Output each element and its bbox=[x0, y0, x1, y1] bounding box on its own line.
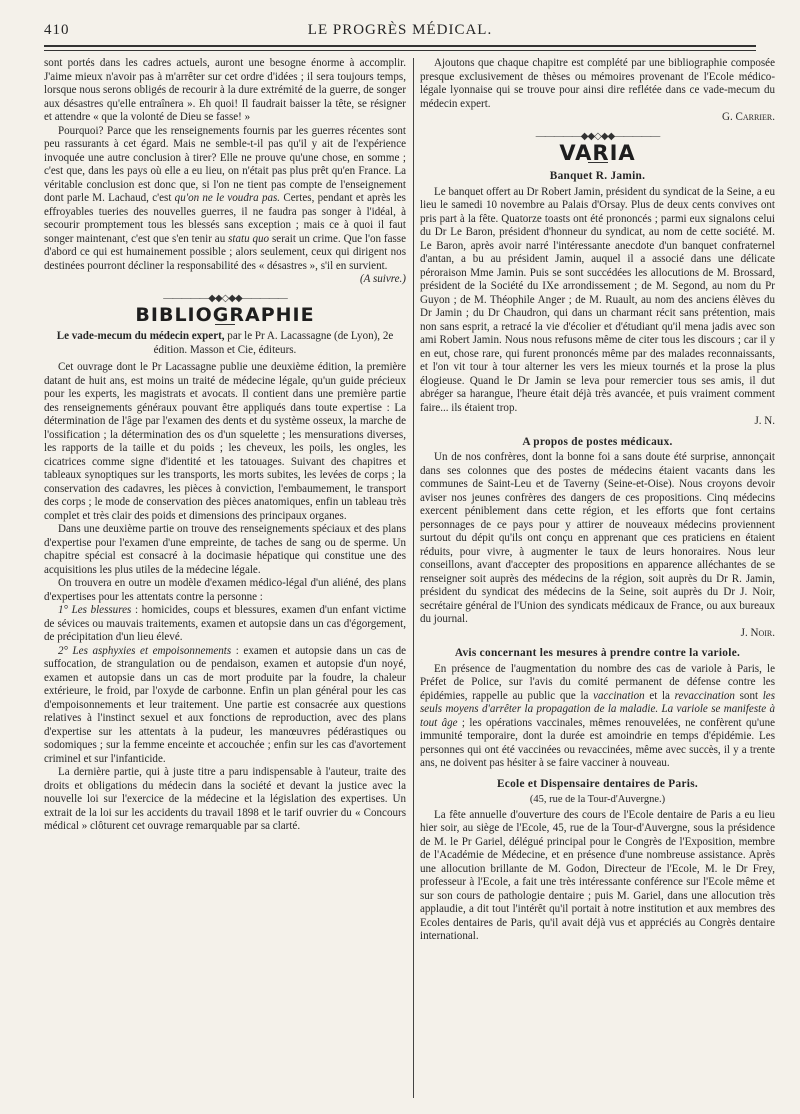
section-title-varia: VARIA bbox=[559, 140, 636, 165]
review-paragraph: 1° Les blessures : homicides, coups et blessures, examen d'un enfant victime de sévices ou mauvais traitements, examen et autopsie dans un cas d'égorgement, de précipitation d'un lieu élevé. bbox=[44, 604, 406, 643]
article-paragraph: En présence de l'augmentation du nombre des cas de variole à Paris, le Préfet de Police, sur l'avis du comité permanent de défense contre les épidémies, rappelle au public que la vaccination et la revaccination sont les seuls moyens d'arrêter la propagation de la maladie. La variole se manifeste à tout âge ; les opérations vaccinales, mêmes renouvelées, ne confèrent qu'une immunité temporaire, dont la durée est amoindrie en temps d'épidémie. Les personnes qui ont été vaccinées ou revaccinées, même avec succès, il y a trente ans, ne doivent pas hésiter à se faire vacciner à nouveau. bbox=[420, 662, 775, 769]
article-address: (45, rue de la Tour-d'Auvergne.) bbox=[529, 794, 666, 805]
left-column bbox=[44, 57, 406, 1104]
article-title: Banquet R. Jamin. bbox=[549, 170, 646, 182]
article-paragraph: La fête annuelle d'ouverture des cours de l'Ecole dentaire de Paris a eu lieu hier soir, au siège de l'Ecole, 45, rue de la Tour-d'Auvergne, sous la présidence de M. le Pr Gariel, délégué principal pour le Congrès de l'Exposition, membre de l'Académie de Médecine, et en présence d'une nombreuse assistance. Après une allocution brillante de M. Godon, Directeur de l'Ecole, M. le Dr Frey, professeur à l'Ecole, a fait une très intéressante conférence sur l'Ecole même et sur son cours de pathologie dentaire ; puis M. Gariel, dans une allocution très applaudie, a dit tout l'intérêt qu'il portait à notre institution et aux membres des Ecoles dentaires de Paris, qu'il avait déjà vus et appréciés au Congrès dentaire international. bbox=[420, 808, 775, 942]
column-divider bbox=[413, 58, 414, 1098]
a-suivre: (A suivre.) bbox=[359, 273, 406, 285]
header-rule bbox=[44, 45, 756, 47]
page-number: 410 bbox=[44, 22, 70, 38]
review-paragraph: La dernière partie, qui à juste titre a paru indispensable à l'auteur, traite des droits et obligations du médecin dans la société et devant la justice avec la nouvelle loi sur l'exercice de la médecine et la législation des expertises. Un extrait de la loi sur les accidents du travail 1898 et le tarif ouvrier du « Concours médical » clôturent cet ouvrage remarquable par sa clarté. bbox=[44, 766, 406, 832]
review-paragraph: 2° Les asphyxies et empoisonnements : examen et autopsie dans un cas de suffocation, de strangulation ou de pendaison, examen et autopsie d'un noyé, examen et autopsie dans un cas de mort produite par la foudre, la chaleur extérieure, le froid, par l'oxyde de carbonne. Enfin un plan général pour les cas d'empoisonnements et leur traitement. Une partie est consacrée aux questions relatives à l'instinct sexuel et aux fonctions de reproduction, avec des plans d'expertise sur les attentats à la pudeur, les manœuvres pédérastiques ou sodomiques ; sur la femme enceinte et accouchée ; enfin sur les cas d'avortement criminel et sur l'infanticide. bbox=[44, 644, 406, 765]
section-ornament: —————◆◆◇◆◆————— bbox=[163, 292, 287, 304]
page-header bbox=[44, 22, 756, 42]
review-conclusion: Ajoutons que chaque chapitre est complété par une bibliographie composée presque exclusivement de thèses ou mémoires provenant de l'Ecole médico-légale lyonnaise qui se trouve pour ainsi dire reflétée dans ce vade-mecum du médecin expert. G. Carrier. bbox=[420, 57, 775, 123]
review-paragraph: Cet ouvrage dont le Pr Lacassagne publie une deuxième édition, la première datant de huit ans, est moins un traité de médecine légale, qu'un guide précieux pour les experts, les magistrats et avocats. Il contient dans une première partie des renseignements généraux pouvant être appliqués dans toute expertise : La détermination de l'âge par l'examen des dents et du système osseux, la marche de l'ossification ; la détermination des os d'un squelette ; les mensurations diverses, les rapports de la taille et du poids ; les cheveux, les poils, les ongles, les cicatrices comme signe d'identité et les tatouages. Suivant des chapitres et tableaux synoptiques sur les transports, les morts subites, les levées de corps ; la conservation des cadavres, les pièces à conviction, l'embaumement, le transport des corps ; le mode de conservation des pièces anatomiques, enfin un tableau très complet et très clair des poids et dimensions des principaux organes. bbox=[44, 361, 406, 522]
article-title: A propos de postes médicaux. bbox=[522, 435, 673, 448]
article-paragraph: Un de nos confrères, dont la bonne foi a sans doute été surprise, annonçait dans ses colonnes que des postes de médecins étaient vacants dans les communes de Saint-Leu et de Taverny (Seine-et-Oise). Nous croyons devoir aviser nos jeunes confrères des dangers de ces propositions. Cinq médecins exercent péniblement dans cette région, et les efforts que font certains personnages de ce pays pour y attirer de nouveaux médecins proviennent surtout du dépit qu'ils ont conçu en apprenant que ces praticiens en étaient réduits, pour vivre, à augmenter le taux de leurs honoraires. Nous leur conseillons, avant d'accepter des propositions en apparence alléchantes de se renseigner soit auprès des médecins de la région, soit auprès du Dr R. Jamin, président du syndicat des médecins de la Seine, soit auprès du Dr J. Noir, secrétaire général de l'Union des syndicats médicaux de France, ou aux bureaux du journal. J. Noir. bbox=[420, 451, 775, 639]
journal-title: LE PROGRÈS MÉDICAL. bbox=[307, 22, 493, 38]
paragraph-continuation: sont portés dans les cadres actuels, auront une besogne énorme à accomplir. J'aime mieux n'avoir pas à m'arrêter sur cet ordre d'idées ; il sera toujours temps, lorsque nous serons obligés de recourir à la dure extrémité de la guerre, de songer aux désastres qu'elle entraînera ». Eh quoi! Il faudrait baisser la tête, se résigner et attendre « que la volonté de Dieu se fasse! » bbox=[44, 57, 406, 123]
signature: J. N. bbox=[754, 415, 775, 427]
header-rule-thin bbox=[44, 50, 756, 51]
section-ornament: —————◆◆◇◆◆————— bbox=[535, 130, 660, 142]
signature: G. Carrier. bbox=[722, 111, 775, 123]
article-title: Avis concernant les mesures à prendre contre la variole. bbox=[454, 647, 741, 659]
paragraph-pourquoi: Pourquoi? Parce que les renseignements fournis par les guerres récentes sont peu rassurants à cet égard. Mais ne semble-t-il pas qu'il y ait de l'expérience invoquée une autre conclusion à tirer? Elle ne prouve qu'une chose, en somme ; c'est que, dans les pays où elle a eu lieu, on n'était pas plus prêt qu'en France. La véritable conclusion est donc que, si l'on ne tient pas compte de l'enseignement dont parle M. Lachaud, c'est qu'on ne le voudra pas. Certes, pendant et après les effroyables tueries des nouvelles guerres, il ne faudra pas songer à l'idéal, à secourir promptement tous les blessés sans exception ; mais ce à quoi il faut songer maintenant, c'est que s'en tenir au statu quo serait un crime. Que l'on fasse d'abord ce qui est humainement possible ; alors seulement, ceux qui dirigent nos destinées pourront décliner la responsabilité des « désastres », s'il en survient. (A suivre.) bbox=[44, 124, 406, 285]
article-paragraph: Le banquet offert au Dr Robert Jamin, président du syndicat de la Seine, a eu lieu le samedi 10 novembre au Palais d'Orsay. Plus de deux cents convives ont pris part à la fête. Quatorze toasts ont été prononcés ; parmi eux signalons celui du Dr Le Baron, président d'honneur du syndicat, au nom de cette société. M. Le Baron, après avoir narré l'intéressante anecdote d'un banquet confraternel d'antan, a bu au président Jamin, auquel il a associé dans une délicate péroraison Mme Jamin. Puis se sont succédées les allocutions de M. Brossard, président de la Société du IXe arrondissement ; de M. Segond, au nom du Pr Guyon ; de M. Théophile Anger ; de M. Ruault, au nom des anciens élèves du Dr Jamin ; du Dr Chaudron, qui dans un charmant récit sans prétention, mais non sans esprit, a retracé la vie d'écolier et d'étudiant qu'il mena jadis avec son ami Robert Jamin. Nous nous refusons même de citer tous les discours ; car il y en eut, chose rare, qui furent prononcés même par des malades reconnaissants, et l'on vit tour à tour alterner les vers les mieux tournés et la prose la plus élogieuse. Quand le Dr Jamin se leva pour remercier tous ses amis, il dut abréger sa harangue, l'heure était déjà très avancée, et puis vraiment comment faire... ils étaient trop. J. N. bbox=[420, 185, 775, 427]
section-title-bibliographie: BIBLIOGRAPHIE bbox=[135, 303, 315, 326]
review-paragraph: Dans une deuxième partie on trouve des renseignements spéciaux et des plans d'expertise pour l'examen d'une empreinte, de taches de sang ou de sperme. Un chapitre spécial est consacré à la docimasie hépatique qui constitue une des acquisitions les plus utiles de la médecine légale. bbox=[44, 523, 406, 576]
book-reference bbox=[44, 330, 406, 357]
book-author: par le Pr A. Lacassagne (de Lyon), 2e édition. Masson et Cie, éditeurs. bbox=[153, 330, 394, 356]
right-column bbox=[420, 57, 775, 1104]
article-title: Ecole et Dispensaire dentaires de Paris. bbox=[496, 777, 699, 790]
book-title: Le vade-mecum du médecin expert, bbox=[56, 330, 225, 342]
review-paragraph: On trouvera en outre un modèle d'examen médico-légal d'un aliéné, des plans d'expertises pour les attentats contre la personne : bbox=[44, 577, 406, 603]
signature: J. Noir. bbox=[740, 626, 775, 639]
